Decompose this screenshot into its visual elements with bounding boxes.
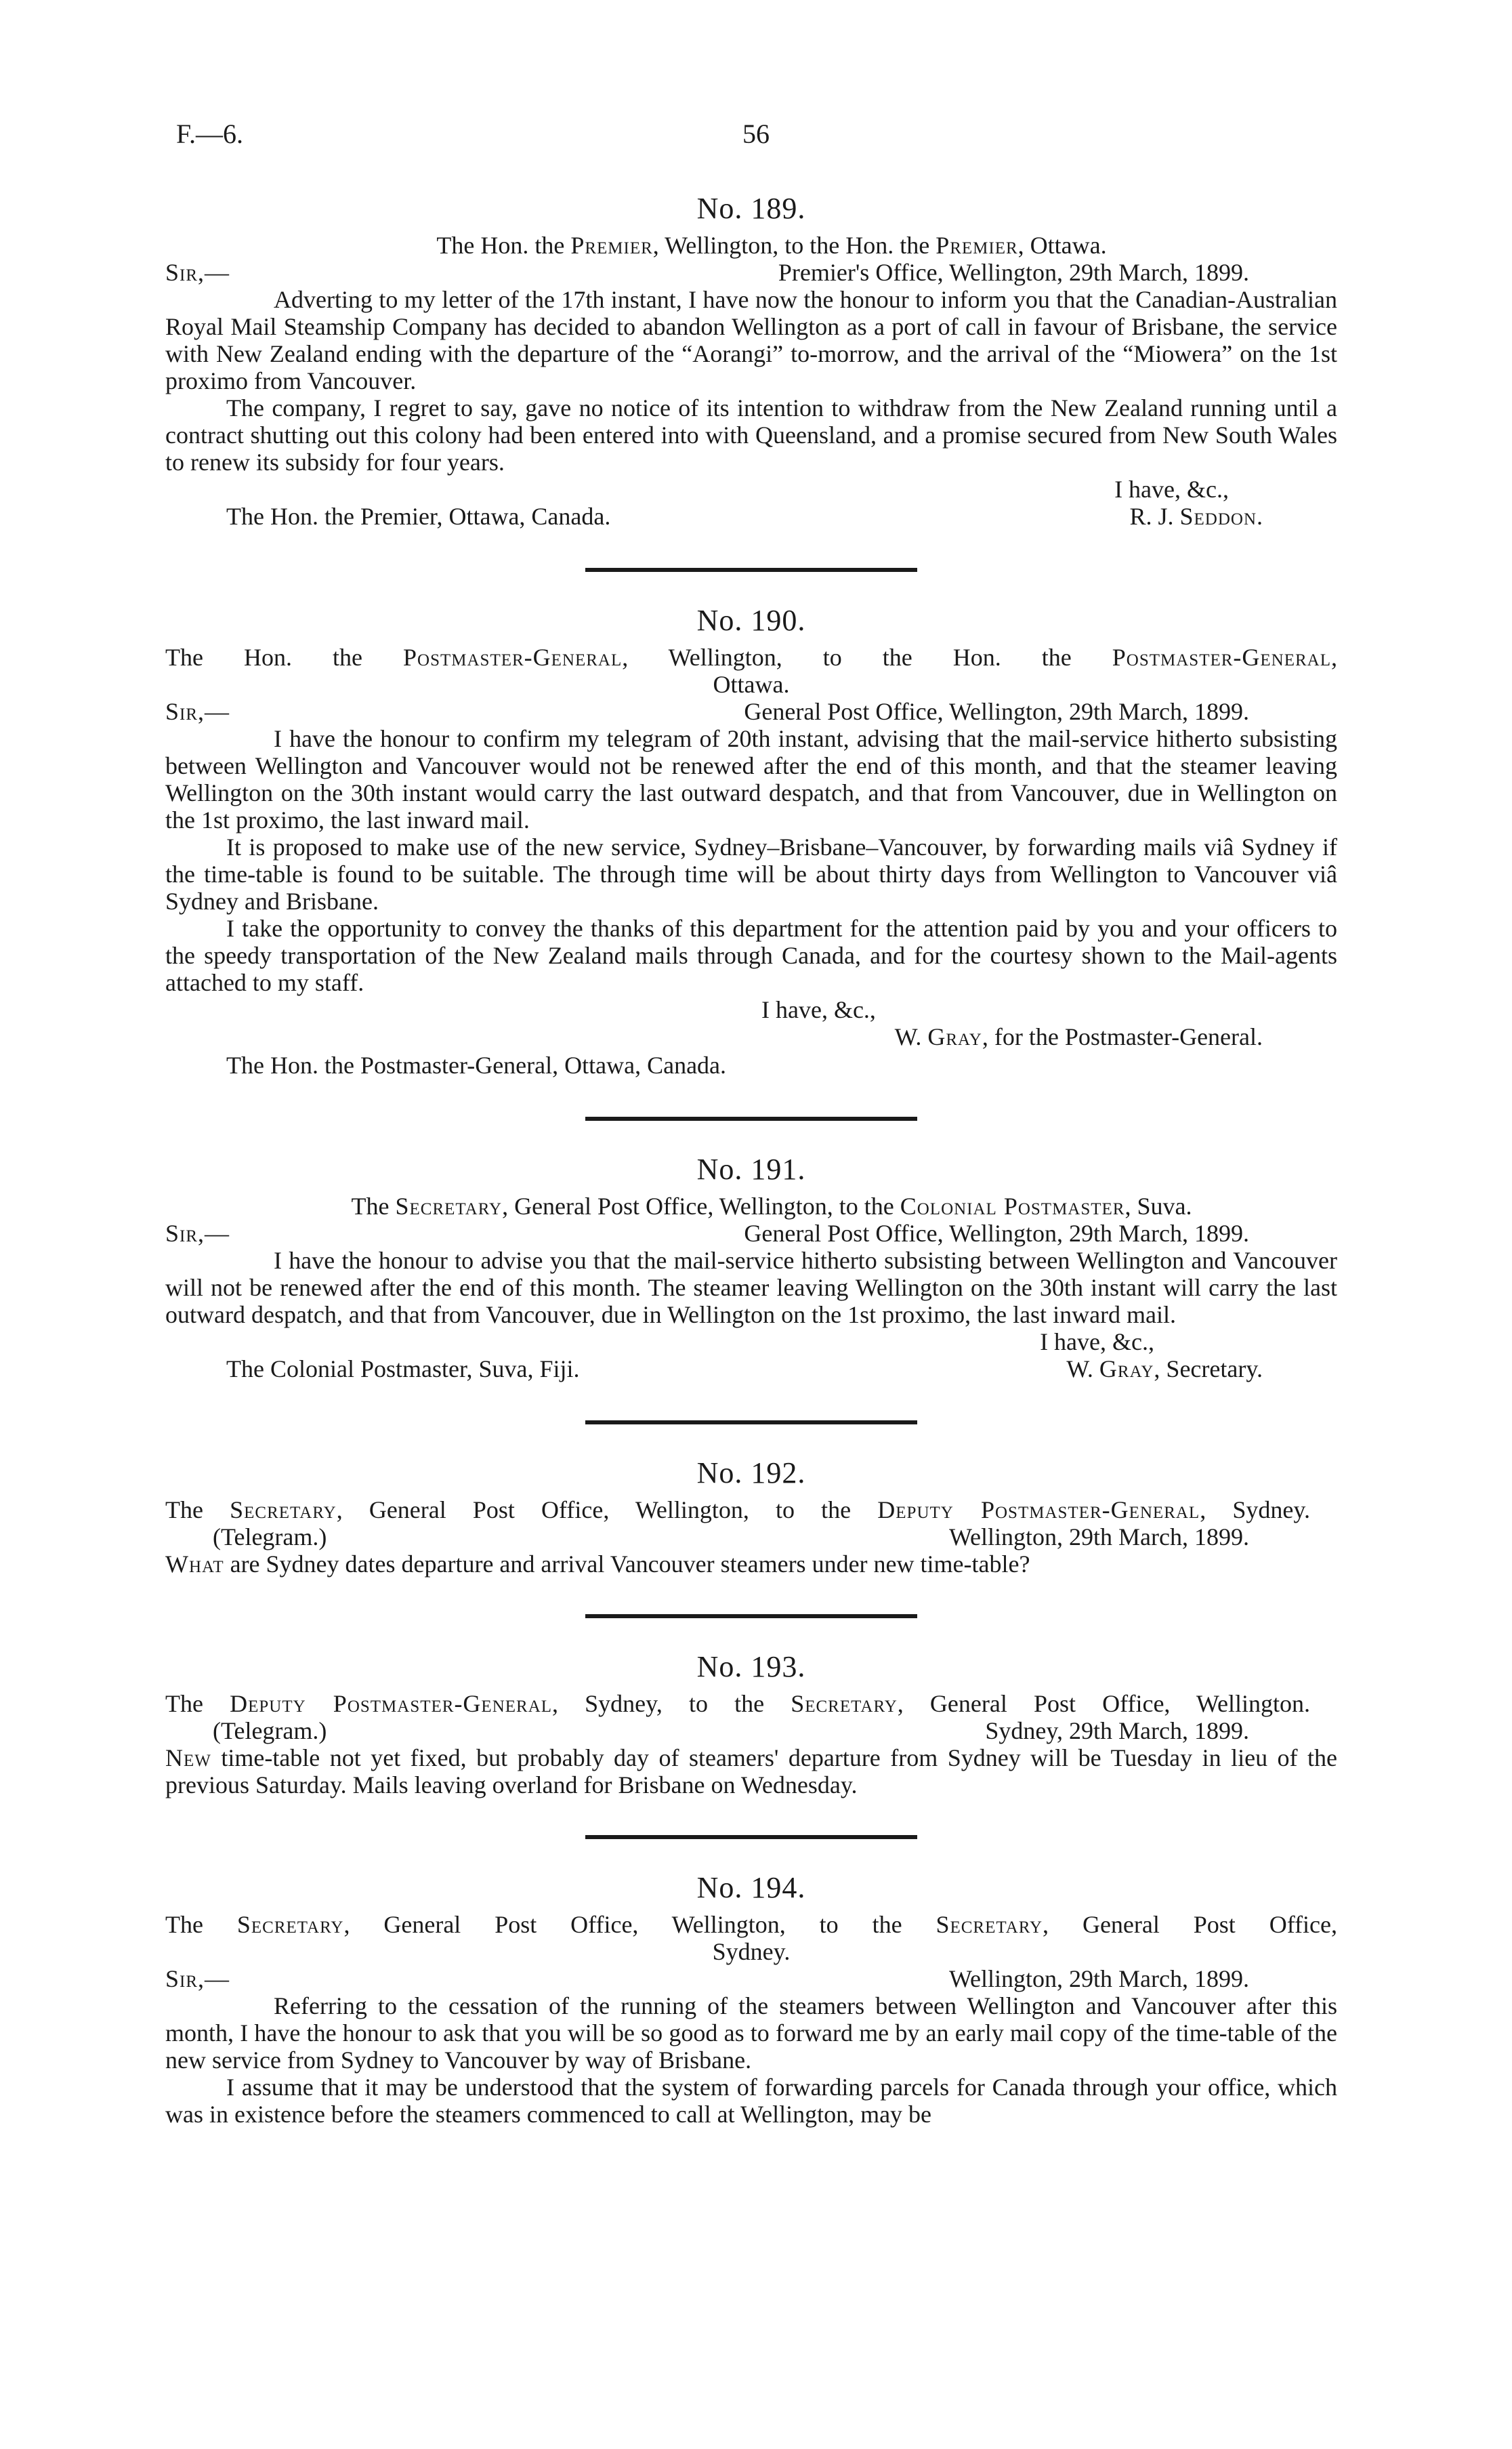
- letter-191: [165, 1152, 1337, 1384]
- route-text: The: [165, 1496, 230, 1523]
- letters-column: [165, 191, 1337, 2128]
- route-text: , General Post Office, Wellington, to the: [502, 1193, 900, 1220]
- route-recipient-title: Secretary: [791, 1690, 898, 1717]
- telegram-body: are Sydney dates departure and arrival Vancouver steamers under new time-table?: [224, 1550, 1030, 1578]
- signature-suffix: , for the Postmaster-General.: [982, 1023, 1263, 1050]
- route-text: The Hon. the: [165, 644, 403, 671]
- route-text: , Wellington, to the Hon. the: [652, 232, 936, 259]
- letter-number: No. 190.: [696, 604, 806, 637]
- route-recipient-title: Postmaster-General: [1112, 644, 1331, 671]
- letter-route: [165, 232, 1337, 259]
- telegram-line: [165, 1717, 1337, 1744]
- letter-194: [165, 1870, 1337, 2128]
- salutation: Sir,—: [165, 1220, 230, 1247]
- route-recipient-title: Colonial Postmaster: [900, 1193, 1125, 1220]
- section-divider: [585, 1117, 917, 1121]
- signature-line: [165, 503, 1337, 531]
- route-sender-title: Secretary: [236, 1911, 344, 1938]
- telegram-tag: (Telegram.): [213, 1523, 327, 1550]
- route-sender-title: Deputy Postmaster-General: [230, 1690, 553, 1717]
- route-text: , General Post Office, Wellington, to the: [343, 1911, 936, 1938]
- closing: I have, &c.,: [761, 996, 876, 1023]
- route-recipient-title: Premier: [936, 232, 1018, 259]
- letter-number: No. 191.: [696, 1153, 806, 1186]
- letter-route: [165, 644, 1337, 671]
- letter-number: No. 193.: [696, 1650, 806, 1683]
- telegram-lead: New: [165, 1744, 211, 1771]
- signature: [1129, 503, 1263, 530]
- signature-line: [165, 1355, 1337, 1384]
- route-text: The: [351, 1193, 396, 1220]
- letter-route: [165, 1496, 1337, 1523]
- place-date: Sydney, 29th March, 1899.: [985, 1717, 1249, 1744]
- signature-suffix: .: [1257, 503, 1263, 530]
- route-text: , Sydney, to the: [552, 1690, 791, 1717]
- route-text: , General Post Office, Wellington.: [897, 1690, 1310, 1717]
- route-recipient-title: Secretary: [936, 1911, 1043, 1938]
- closing-line: [165, 996, 1337, 1023]
- route-text: , Wellington, to the Hon. the: [622, 644, 1112, 671]
- letter-189: [165, 191, 1337, 531]
- section-divider: [585, 1420, 917, 1424]
- route-text: The: [165, 1690, 230, 1717]
- telegram-text: [165, 1550, 1337, 1578]
- closing-line: [165, 1328, 1337, 1355]
- route-text: , Suva.: [1125, 1193, 1192, 1220]
- salutation-line: [165, 1965, 1337, 1992]
- closing: I have, &c.,: [1114, 476, 1229, 503]
- signature-surname: Seddon: [1179, 503, 1257, 530]
- letter-route: [165, 1193, 1337, 1220]
- paragraph: I take the opportunity to convey the thanks of this department for the attention paid by you and your officers to the speedy transportation of the New Zealand mails through Canada, and for the courtesy shown to the Mail-agents attached to my staff.: [165, 915, 1337, 996]
- paragraph: I have the honour to advise you that the mail-service hitherto subsisting between Wellington and Vancouver will not be renewed after the end of this month. The steamer leaving Wellington on the 30th instant will carry the last outward despatch, and that from Vancouver, due in Wellington on the 1st proximo, the last inward mail.: [165, 1247, 1337, 1328]
- section-divider: [585, 1614, 917, 1618]
- route-continuation: Sydney.: [712, 1938, 791, 1965]
- addressee: The Colonial Postmaster, Suva, Fiji.: [226, 1355, 580, 1382]
- paragraph: It is proposed to make use of the new service, Sydney–Brisbane–Vancouver, by forwarding mails viâ Sydney if the time-table is found to be suitable. The through time will be about thirty days from Wellington to Vancouver viâ Sydney and Brisbane.: [165, 834, 1337, 915]
- letter-number: No. 194.: [696, 1871, 806, 1904]
- route-text: ,: [1331, 644, 1337, 671]
- route-sender-title: Premier: [570, 232, 653, 259]
- letter-number: No. 192.: [696, 1456, 806, 1489]
- telegram-line: [165, 1523, 1337, 1550]
- letter-route: [165, 1911, 1337, 1938]
- letter-190: [165, 603, 1337, 1080]
- route-continuation: Ottawa.: [713, 671, 790, 698]
- route-text: The Hon. the: [436, 232, 571, 259]
- salutation-line: [165, 259, 1337, 286]
- signature-initials: W.: [1066, 1355, 1099, 1382]
- section-reference: F.—6.: [176, 119, 244, 149]
- signature: [1066, 1355, 1263, 1382]
- signature-initials: R. J.: [1129, 503, 1180, 530]
- salutation: Sir,—: [165, 1965, 230, 1992]
- telegram-text: [165, 1744, 1337, 1798]
- closing: I have, &c.,: [1040, 1328, 1154, 1355]
- letter-193: [165, 1649, 1337, 1798]
- place-date: Wellington, 29th March, 1899.: [948, 1523, 1249, 1550]
- paragraph: Referring to the cessation of the running of the steamers between Wellington and Vancouver after this month, I have the honour to ask that you will be so good as to forward me by an early mail copy of the time-table of the new service from Sydney to Vancouver by way of Brisbane.: [165, 1992, 1337, 2074]
- telegram-lead: What: [165, 1550, 224, 1578]
- salutation: Sir,—: [165, 698, 230, 725]
- closing-line: [165, 476, 1337, 503]
- salutation: Sir,—: [165, 259, 230, 286]
- telegram-tag: (Telegram.): [213, 1717, 327, 1744]
- place-date: Premier's Office, Wellington, 29th March, 1899.: [778, 259, 1249, 286]
- route-recipient-title: Deputy Postmaster-General: [877, 1496, 1200, 1523]
- section-divider: [585, 1835, 917, 1839]
- place-date: General Post Office, Wellington, 29th March, 1899.: [744, 698, 1249, 725]
- addressee: The Hon. the Postmaster-General, Ottawa, Canada.: [226, 1052, 727, 1079]
- route-text: , General Post Office,: [1043, 1911, 1337, 1938]
- paragraph: The company, I regret to say, gave no notice of its intention to withdraw from the New Zealand running until a contract shutting out this colony had been entered into with Queensland, and a promise secured from New South Wales to renew its subsidy for four years.: [165, 394, 1337, 476]
- paragraph: I assume that it may be understood that the system of forwarding parcels for Canada through your office, which was in existence before the steamers commenced to call at Wellington, may be: [165, 2074, 1337, 2128]
- place-date: Wellington, 29th March, 1899.: [948, 1965, 1249, 1992]
- route-text: , General Post Office, Wellington, to the: [336, 1496, 878, 1523]
- letter-number: No. 189.: [696, 192, 806, 225]
- signature-initials: W.: [894, 1023, 928, 1050]
- route-text: The: [165, 1911, 237, 1938]
- signature-surname: Gray: [1099, 1355, 1154, 1382]
- route-sender-title: Secretary: [395, 1193, 503, 1220]
- addressee: The Hon. the Premier, Ottawa, Canada.: [226, 503, 611, 530]
- section-divider: [585, 568, 917, 572]
- signature-line: [165, 1023, 1337, 1052]
- signature: [895, 1023, 1263, 1050]
- page-number: 56: [742, 119, 770, 149]
- letter-192: [165, 1456, 1337, 1578]
- route-text: , Sydney.: [1200, 1496, 1310, 1523]
- signature-suffix: , Secretary.: [1154, 1355, 1263, 1382]
- paragraph: I have the honour to confirm my telegram of 20th instant, advising that the mail-service hitherto subsisting between Wellington and Vancouver would not be renewed after the end of this month, and that the steamer leaving Wellington on the 30th instant would carry the last outward despatch, and that from Vancouver, due in Wellington on the 1st proximo, the last inward mail.: [165, 725, 1337, 834]
- route-sender-title: Secretary: [230, 1496, 337, 1523]
- telegram-body: time-table not yet fixed, but probably day of steamers' departure from Sydney will be Tuesday in lieu of the previous Saturday. Mails leaving overland for Brisbane on Wednesday.: [165, 1744, 1337, 1798]
- salutation-line: [165, 1220, 1337, 1247]
- place-date: General Post Office, Wellington, 29th March, 1899.: [744, 1220, 1249, 1247]
- letter-route: [165, 1690, 1337, 1717]
- signature-surname: Gray: [927, 1023, 982, 1050]
- paragraph: Adverting to my letter of the 17th instant, I have now the honour to inform you that the Canadian-Australian Royal Mail Steamship Company has decided to abandon Wellington as a port of call in favour of Brisbane, the service with New Zealand ending with the departure of the “Aorangi” to-morrow, and the arrival of the “Miowera” on the 1st proximo from Vancouver.: [165, 286, 1337, 394]
- route-text: , Ottawa.: [1017, 232, 1107, 259]
- route-sender-title: Postmaster-General: [403, 644, 623, 671]
- salutation-line: [165, 698, 1337, 725]
